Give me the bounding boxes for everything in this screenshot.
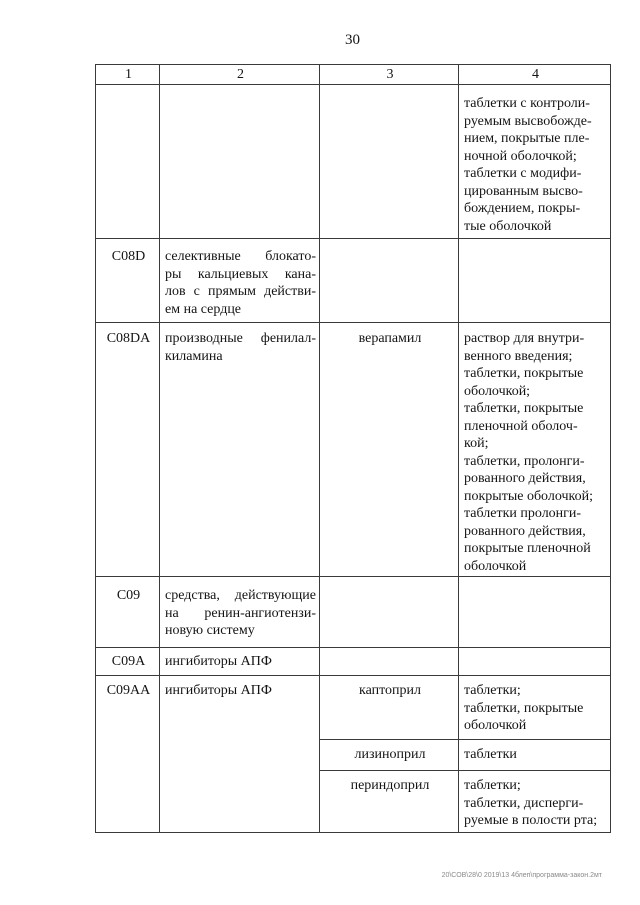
drug-name-cell (320, 676, 459, 740)
drug-name-cell (320, 740, 459, 771)
dosage-form-line: кой; (464, 436, 489, 451)
dosage-form-line: покрытые оболочкой; (464, 488, 594, 504)
group-name-line: ингибиторы АПФ (165, 654, 272, 669)
atc-code: C08D (111, 249, 146, 264)
dosage-form-cell (459, 771, 611, 833)
column-number-3: 3 (320, 65, 459, 85)
dosage-form-line: таблетки с контроли- (464, 96, 590, 111)
atc-code: C08DA (106, 331, 151, 346)
dosage-form-line: таблетки, покрытые (464, 401, 584, 416)
atc-code-cell (96, 239, 160, 323)
group-name-cell (160, 323, 320, 577)
dosage-form-line: покрытые пленочной (464, 541, 591, 556)
group-name-line: средства, действующие (165, 588, 316, 603)
atc-code-cell (96, 676, 160, 833)
dosage-form-line: пленочной оболоч- (464, 418, 578, 434)
dosage-form-line: таблетки пролонги- (464, 506, 582, 521)
table-row (96, 85, 611, 239)
group-name-line: ингибиторы АПФ (165, 683, 272, 698)
dosage-form-line: таблетки, пролонги- (464, 453, 585, 469)
dosage-form-cell (459, 676, 611, 740)
drug-name: периндоприл (350, 778, 430, 793)
dosage-form-line: ночной оболочкой; (464, 148, 577, 164)
table-row (96, 577, 611, 648)
table-header-row (96, 65, 611, 85)
table-row (96, 676, 611, 740)
dosage-form-cell (459, 323, 611, 577)
drug-name-cell (320, 323, 459, 577)
atc-code-cell (96, 323, 160, 577)
dosage-form-line: таблетки; (464, 683, 521, 698)
column-number-1: 1 (96, 65, 160, 85)
drug-name-cell (320, 85, 459, 239)
dosage-form-cell (459, 740, 611, 771)
atc-code-cell (96, 648, 160, 676)
atc-code-cell (96, 577, 160, 648)
dosage-form-cell (459, 648, 611, 676)
dosage-form-line: оболочкой (464, 718, 527, 733)
group-name-line: киламина (165, 348, 223, 364)
group-name-line: лов с прямым действи- (165, 284, 316, 299)
dosage-form-cell (459, 239, 611, 323)
column-number-4: 4 (459, 65, 611, 85)
dosage-form-cell (459, 577, 611, 648)
dosage-form-line: рованного действия, (464, 523, 586, 539)
drug-list-table (95, 64, 611, 833)
group-name-cell (160, 577, 320, 648)
group-name-cell (160, 239, 320, 323)
drug-name-cell (320, 577, 459, 648)
page-number: 30 (345, 32, 360, 48)
table-row (96, 239, 611, 323)
table-row (96, 323, 611, 577)
dosage-form-line: руемые в полости рта; (464, 813, 598, 828)
atc-code: C09 (116, 588, 141, 603)
dosage-form-line: венного введения; (464, 348, 573, 364)
dosage-form-line: таблетки, дисперги- (464, 795, 584, 811)
dosage-form-line: тые оболочкой (464, 218, 552, 234)
dosage-form-line: таблетки, покрытые (464, 700, 584, 716)
dosage-form-cell (459, 85, 611, 239)
drug-name: каптоприл (358, 683, 421, 698)
dosage-form-line: рованного действия, (464, 471, 586, 486)
drug-name-cell (320, 239, 459, 323)
dosage-form-line: оболочкой (464, 558, 527, 574)
dosage-form-line: таблетки, покрытые (464, 366, 584, 381)
group-name-line: ем на сердце (165, 301, 242, 317)
dosage-form-line: раствор для внутри- (464, 331, 585, 346)
group-name-line: селективные блокато- (165, 249, 316, 264)
group-name-line: ры кальциевых кана- (165, 266, 316, 282)
dosage-form-line: руемым высвобожде- (464, 113, 592, 129)
group-name-cell (160, 648, 320, 676)
atc-code: C09A (111, 654, 146, 669)
group-name-line: производные фенилал- (165, 331, 316, 346)
drug-name-cell (320, 648, 459, 676)
dosage-form-line: бождением, покры- (464, 201, 581, 216)
drug-name: лизиноприл (354, 747, 426, 762)
group-name-cell (160, 676, 320, 833)
dosage-form-line: таблетки (464, 747, 517, 762)
dosage-form-line: цированным высво- (464, 183, 583, 199)
table-row (96, 648, 611, 676)
dosage-form-line: таблетки с модифи- (464, 166, 582, 181)
column-number-2: 2 (160, 65, 320, 85)
atc-code-cell (96, 85, 160, 239)
dosage-form-line: нием, покрытые пле- (464, 131, 590, 146)
drug-name-cell (320, 771, 459, 833)
dosage-form-line: оболочкой; (464, 383, 531, 399)
dosage-form-line: таблетки; (464, 778, 521, 793)
group-name-cell (160, 85, 320, 239)
group-name-line: новую систему (165, 623, 255, 638)
group-name-line: на ренин-ангиотензи- (165, 605, 316, 621)
atc-code: C09AA (106, 683, 151, 698)
footer-file-path: 20\СОВ\28\0 2019\13 4блеп\программа-закон.2мт (441, 872, 602, 879)
drug-name: верапамил (358, 331, 422, 346)
